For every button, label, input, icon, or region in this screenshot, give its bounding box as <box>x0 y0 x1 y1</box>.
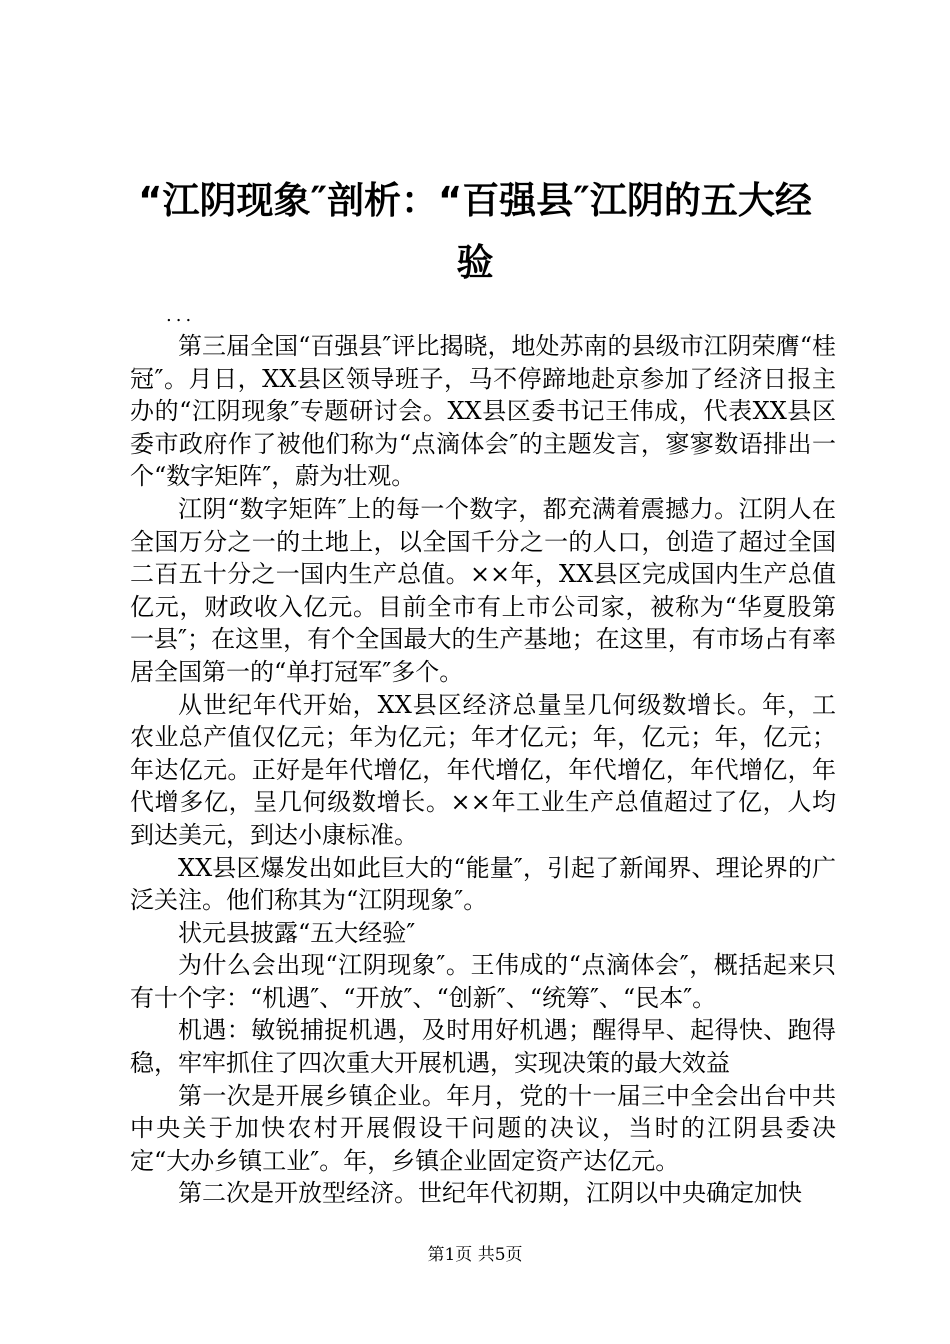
paragraph: 从世纪年代开始，XX县区经济总量呈几何级数增长。年，工农业总产值仅亿元；年为亿元；年才亿元；年，亿元；年，亿元；年达亿元。正好是年代增亿，年代增亿，年代增亿，年代增亿，年代增多亿，呈几何级数增长。××年工业生产总值超过了亿，人均到达美元，到达小康标准。 <box>130 690 836 849</box>
paragraph: 第三届全国“百强县″评比揭晓，地处苏南的县级市江阴荣膺“桂冠″。月日，XX县区领导班子，马不停蹄地赴京参加了经济日报主办的“江阴现象″专题研讨会。XX县区委书记王伟成，代表XX县区委市政府作了被他们称为“点滴体会″的主题发言，寥寥数语排出一个“数字矩阵″，蔚为壮观。 <box>130 332 836 491</box>
paragraph: 第二次是开放型经济。世纪年代初期，江阴以中央确定加快 <box>178 1179 802 1208</box>
paragraph: XX县区爆发出如此巨大的“能量″，引起了新闻界、理论界的广泛关注。他们称其为“江阴现象″。 <box>130 853 836 915</box>
page-number-footer: 第1页 共5页 <box>427 1245 523 1265</box>
document-body <box>130 302 836 1210</box>
document-title: “江阴现象″剖析：“百强县″江阴的五大经验 <box>138 179 812 284</box>
section-heading: 状元县披露“五大经验″ <box>178 918 416 947</box>
paragraph: 机遇：敏锐捕捉机遇，及时用好机遇；醒得早、起得快、跑得稳，牢牢抓住了四次重大开展机遇，实现决策的最大效益 <box>130 1016 836 1078</box>
ellipsis-marker: ... <box>166 305 196 326</box>
paragraph: 为什么会出现“江阴现象″。王伟成的“点滴体会″，概括起来只有十个字：“机遇″、“开放″、“创新″、“统筹″、“民本″。 <box>130 951 836 1012</box>
paragraph: 第一次是开展乡镇企业。年月，党的十一届三中全会出台中共中央关于加快农村开展假设干问题的决议，当时的江阴县委决定“大办乡镇工业″。年，乡镇企业固定资产达亿元。 <box>130 1081 836 1175</box>
paragraph: 江阴“数字矩阵″上的每一个数字，都充满着震撼力。江阴人在全国万分之一的土地上，以全国千分之一的人口，创造了超过全国二百五十分之一国内生产总值。××年，XX县区完成国内生产总值亿元，财政收入亿元。目前全市有上市公司家，被称为“华夏股第一县″；在这里，有个全国最大的生产基地；在这里，有市场占有率居全国第一的“单打冠军″多个。 <box>130 494 836 686</box>
